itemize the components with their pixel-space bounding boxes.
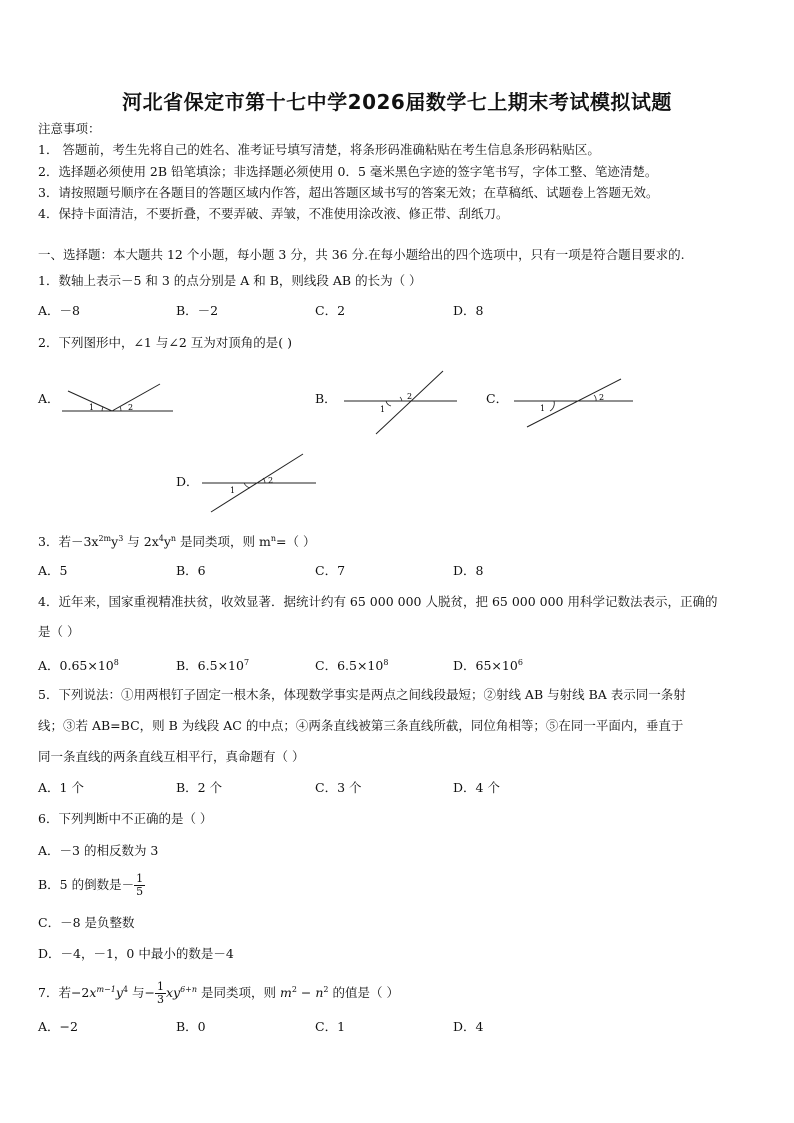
q3-option-b: B．6 xyxy=(176,563,206,578)
q4-option-c: C．$6.5\times 10^8$ xyxy=(315,658,389,674)
q2b-angle1-label: 1 xyxy=(380,405,386,414)
q5-option-b: B．2 个 xyxy=(176,780,223,795)
section-heading: 一、选择题：本大题共 12 个小题，每小题 3 分，共 36 分.在每小题给出的四个选项中，只有一项是符合题目要求的. xyxy=(38,247,685,262)
q2d-angle1-label: 1 xyxy=(230,486,236,495)
q7-stem: 7．若$-2x^{m-1}y^4$ 与− $\frac{1}{3}$ $xy^{6+n}$ 是同类项，则 $m^2 - n^2$ 的值是（ ） xyxy=(38,980,399,1007)
q6-stem: 6．下列判断中不正确的是（ ） xyxy=(38,811,213,826)
notice-item-2: 2．选择题必须使用 2B 铅笔填涂；非选择题必须使用 0．5 毫米黑色字迹的签字笔书写，字体工整、笔迹清楚。 xyxy=(38,164,658,179)
q1-option-a: A．－8 xyxy=(38,303,80,318)
q7-option-a: A．−2 xyxy=(38,1019,78,1034)
q7-option-b: B．0 xyxy=(176,1019,206,1034)
fraction: $\frac{1}{3}$ xyxy=(156,980,164,1007)
q2-label-c: C． xyxy=(486,391,509,406)
notice-item-1: 1． 答题前，考生先将自己的姓名、准考证号填写清楚，将条形码准确粘贴在考生信息条形码粘贴区。 xyxy=(38,142,600,157)
q6-option-a: A．－3 的相反数为 3 xyxy=(38,843,159,858)
q3-stem: 3．若$-3x^{2m}y^3$ 与 $2x^4y^n$ 是同类项，则 $m^n=$（ ） xyxy=(38,534,316,550)
q1-stem: 1．数轴上表示－5 和 3 的点分别是 A 和 B，则线段 AB 的长为（ ） xyxy=(38,273,422,288)
q5-option-a: A．1 个 xyxy=(38,780,84,795)
notice-item-3: 3．请按照题号顺序在各题目的答题区域内作答，超出答题区域书写的答案无效；在草稿纸、试题卷上答题无效。 xyxy=(38,185,659,200)
q4-stem-line1: 4．近年来，国家重视精准扶贫，收效显著．据统计约有 65 000 000 人脱贫，把 65 000 000 用科学记数法表示，正确的 xyxy=(38,594,718,609)
q6-option-c: C．－8 是负整数 xyxy=(38,915,135,930)
q2-figure-c xyxy=(508,374,638,432)
q2a-angle1-label: 1 xyxy=(89,403,95,412)
q2-figure-d xyxy=(198,450,320,516)
q1-option-b: B．－2 xyxy=(176,303,219,318)
q2d-angle2-label: 2 xyxy=(268,476,274,485)
q2-label-b: B． xyxy=(315,391,337,406)
q5-stem-line3: 同一条直线的两条直线互相平行，真命题有（ ） xyxy=(38,749,305,764)
q4-stem-line2: 是（ ） xyxy=(38,624,80,639)
q4-option-d: D．$65\times 10^6$ xyxy=(453,658,523,674)
q2c-angle1-label: 1 xyxy=(540,404,546,413)
q2-figure-b xyxy=(340,368,460,438)
q1-option-d: D．8 xyxy=(453,303,484,318)
q4-option-b: B．$6.5\times 10^7$ xyxy=(176,658,250,674)
q2-label-d: D． xyxy=(176,474,199,489)
notice-heading: 注意事项： xyxy=(38,121,101,136)
q6-option-d: D．－4，－1，0 中最小的数是－4 xyxy=(38,946,234,961)
q2a-angle2-label: 2 xyxy=(128,403,134,412)
q3-option-d: D．8 xyxy=(453,563,484,578)
q2c-angle2-label: 2 xyxy=(599,393,605,402)
q4-option-a: A．$0.65\times 10^8$ xyxy=(38,658,119,674)
q1-option-c: C．2 xyxy=(315,303,346,318)
q5-option-c: C．3 个 xyxy=(315,780,362,795)
q5-option-d: D．4 个 xyxy=(453,780,500,795)
page-title: 河北省保定市第十七中学2026届数学七上期末考试模拟试题 xyxy=(122,90,672,114)
notice-item-4: 4．保持卡面清洁，不要折叠，不要弄破、弄皱，不准使用涂改液、修正带、刮纸刀。 xyxy=(38,206,509,221)
q2b-angle2-label: 2 xyxy=(407,392,413,401)
q2-stem: 2．下列图形中，∠1 与∠2 互为对顶角的是( ) xyxy=(38,335,292,350)
q6-option-b: B．5 的倒数是－ $\frac{1}{5}$ xyxy=(38,872,144,898)
q7-option-d: D．4 xyxy=(453,1019,484,1034)
q3-option-a: A．5 xyxy=(38,563,68,578)
q5-stem-line2: 线；③若 AB=BC，则 B 为线段 AC 的中点；④两条直线被第三条直线所截，同位角相等；⑤在同一平面内，垂直于 xyxy=(38,718,684,733)
q3-option-c: C．7 xyxy=(315,563,346,578)
q2-label-a: A． xyxy=(38,391,60,406)
q7-option-c: C．1 xyxy=(315,1019,346,1034)
q5-stem-line1: 5．下列说法：①用两根钉子固定一根木条，体现数学事实是两点之间线段最短；②射线 AB 与射线 BA 表示同一条射 xyxy=(38,687,686,702)
q2-figure-a xyxy=(58,378,178,418)
fraction: $\frac{1}{5}$ xyxy=(136,872,144,898)
